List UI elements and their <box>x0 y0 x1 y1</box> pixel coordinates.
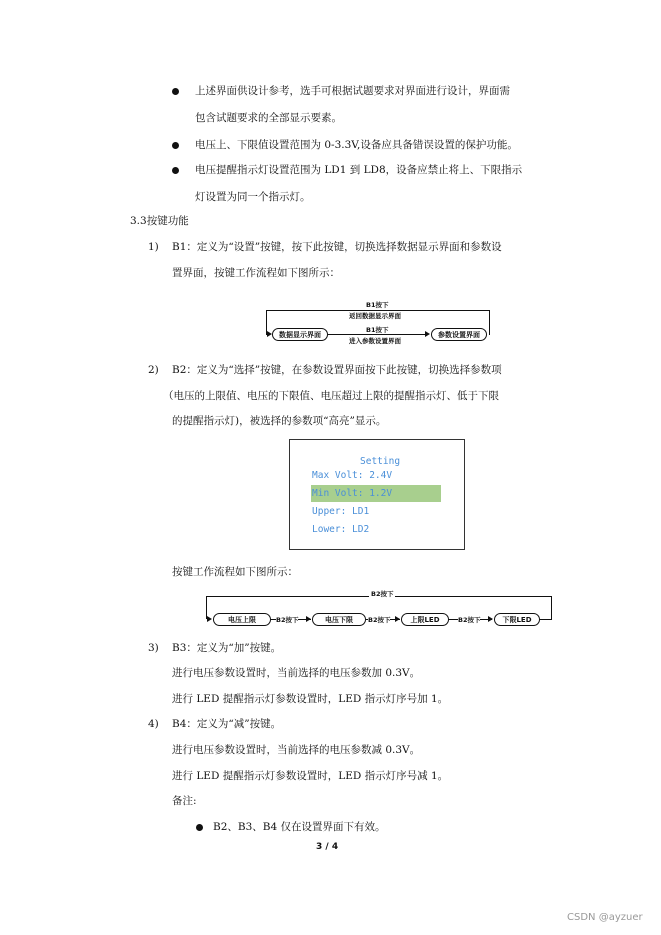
item-number: 3) <box>148 642 159 654</box>
bullet-text-1-line1: 上述界面供设计参考，选手可根据试题要求对界面进行设计，界面需 <box>195 85 510 97</box>
bullet-dot <box>172 142 179 149</box>
arrow-icon <box>425 331 430 337</box>
item-number: 1) <box>148 241 159 253</box>
item-b4-sub1: 进行电压参数设置时，当前选择的电压参数减 0.3V。 <box>172 744 421 756</box>
note-title: 备注: <box>172 795 197 807</box>
flow-node-upper-led: 上限LED <box>401 613 449 626</box>
flow-label: B2按下 <box>368 616 391 624</box>
item-b1-line2: 置界面，按键工作流程如下图所示： <box>172 267 340 279</box>
note-bullet-text: B2、B3、B4 仅在设置界面下有效。 <box>213 821 386 833</box>
item-b4-line1: B4：定义为“减”按键。 <box>172 718 282 730</box>
flow-line <box>551 596 552 619</box>
page-number: 3 / 4 <box>316 842 339 852</box>
item-b3-line1: B3：定义为“加”按键。 <box>172 642 282 654</box>
bullet-text-3-line1: 电压提醒指示灯设置范围为 LD1 到 LD8，设备应禁止将上、下限指示 <box>195 164 523 176</box>
flow2-intro: 按键工作流程如下图所示： <box>172 566 298 578</box>
flow-label: B1按下 <box>366 301 389 309</box>
watermark: CSDN @ayzuer <box>567 912 643 923</box>
item-b2-line2: （电压的上限值、电压的下限值、电压超过上限的提醒指示灯、低于下限 <box>163 390 499 402</box>
lcd-setting-screen <box>289 439 465 550</box>
lcd-row-max-volt: Max Volt: 2.4V <box>312 470 393 481</box>
flow-line <box>489 310 490 335</box>
flow-label: B2按下 <box>276 616 299 624</box>
flow-line <box>540 619 552 620</box>
lcd-row-lower: Lower: LD2 <box>312 524 370 535</box>
section-title: 3.3按键功能 <box>130 215 189 227</box>
flow-label: B2按下 <box>458 616 481 624</box>
lcd-row-min-volt: Min Volt: 1.2V <box>312 488 393 499</box>
arrow-icon <box>488 616 493 622</box>
item-b1-line1: B1：定义为“设置”按键，按下此按键，切换选择数据显示界面和参数设 <box>172 241 502 253</box>
flow-label: B1按下 <box>366 326 389 334</box>
item-b3-sub2: 进行 LED 提醒指示灯参数设置时，LED 指示灯序号加 1。 <box>172 693 449 705</box>
flow-node-lower-led: 下限LED <box>494 613 540 626</box>
bullet-dot <box>172 88 179 95</box>
flow-node-voltage-upper: 电压上限 <box>213 613 271 626</box>
lcd-title: Setting <box>360 456 401 467</box>
bullet-text-2-line1: 电压上、下限值设置范围为 0-3.3V,设备应具备错误设置的保护功能。 <box>195 139 518 151</box>
flow-label: 进入参数设置界面 <box>349 337 401 345</box>
item-number: 2) <box>148 364 159 376</box>
arrow-icon <box>306 616 311 622</box>
item-b4-sub2: 进行 LED 提醒指示灯参数设置时，LED 指示灯序号减 1。 <box>172 770 449 782</box>
bullet-dot <box>172 167 179 174</box>
item-number: 4) <box>148 718 159 730</box>
bullet-text-3-line2: 灯设置为同一个指示灯。 <box>195 191 311 203</box>
item-b3-sub1: 进行电压参数设置时，当前选择的电压参数加 0.3V。 <box>172 667 421 679</box>
flow-node-param-setting: 参数设置界面 <box>431 328 487 341</box>
flow-label: 返回数据显示界面 <box>349 312 401 320</box>
flow-line <box>328 334 426 335</box>
arrow-icon <box>207 616 212 622</box>
flow-label: B2按下 <box>371 590 394 598</box>
flow-node-data-display: 数据显示界面 <box>272 328 328 341</box>
lcd-row-upper: Upper: LD1 <box>312 506 370 517</box>
item-b2-line1: B2：定义为“选择”按键，在参数设置界面按下此按键，切换选择参数项 <box>172 364 502 376</box>
item-b2-line3: 的提醒指示灯)，被选择的参数项“高亮”显示。 <box>172 415 387 427</box>
flow-node-voltage-lower: 电压下限 <box>312 613 366 626</box>
bullet-text-1-line2: 包含试题要求的全部显示要素。 <box>195 112 342 124</box>
arrow-icon <box>395 616 400 622</box>
bullet-dot <box>196 824 203 831</box>
